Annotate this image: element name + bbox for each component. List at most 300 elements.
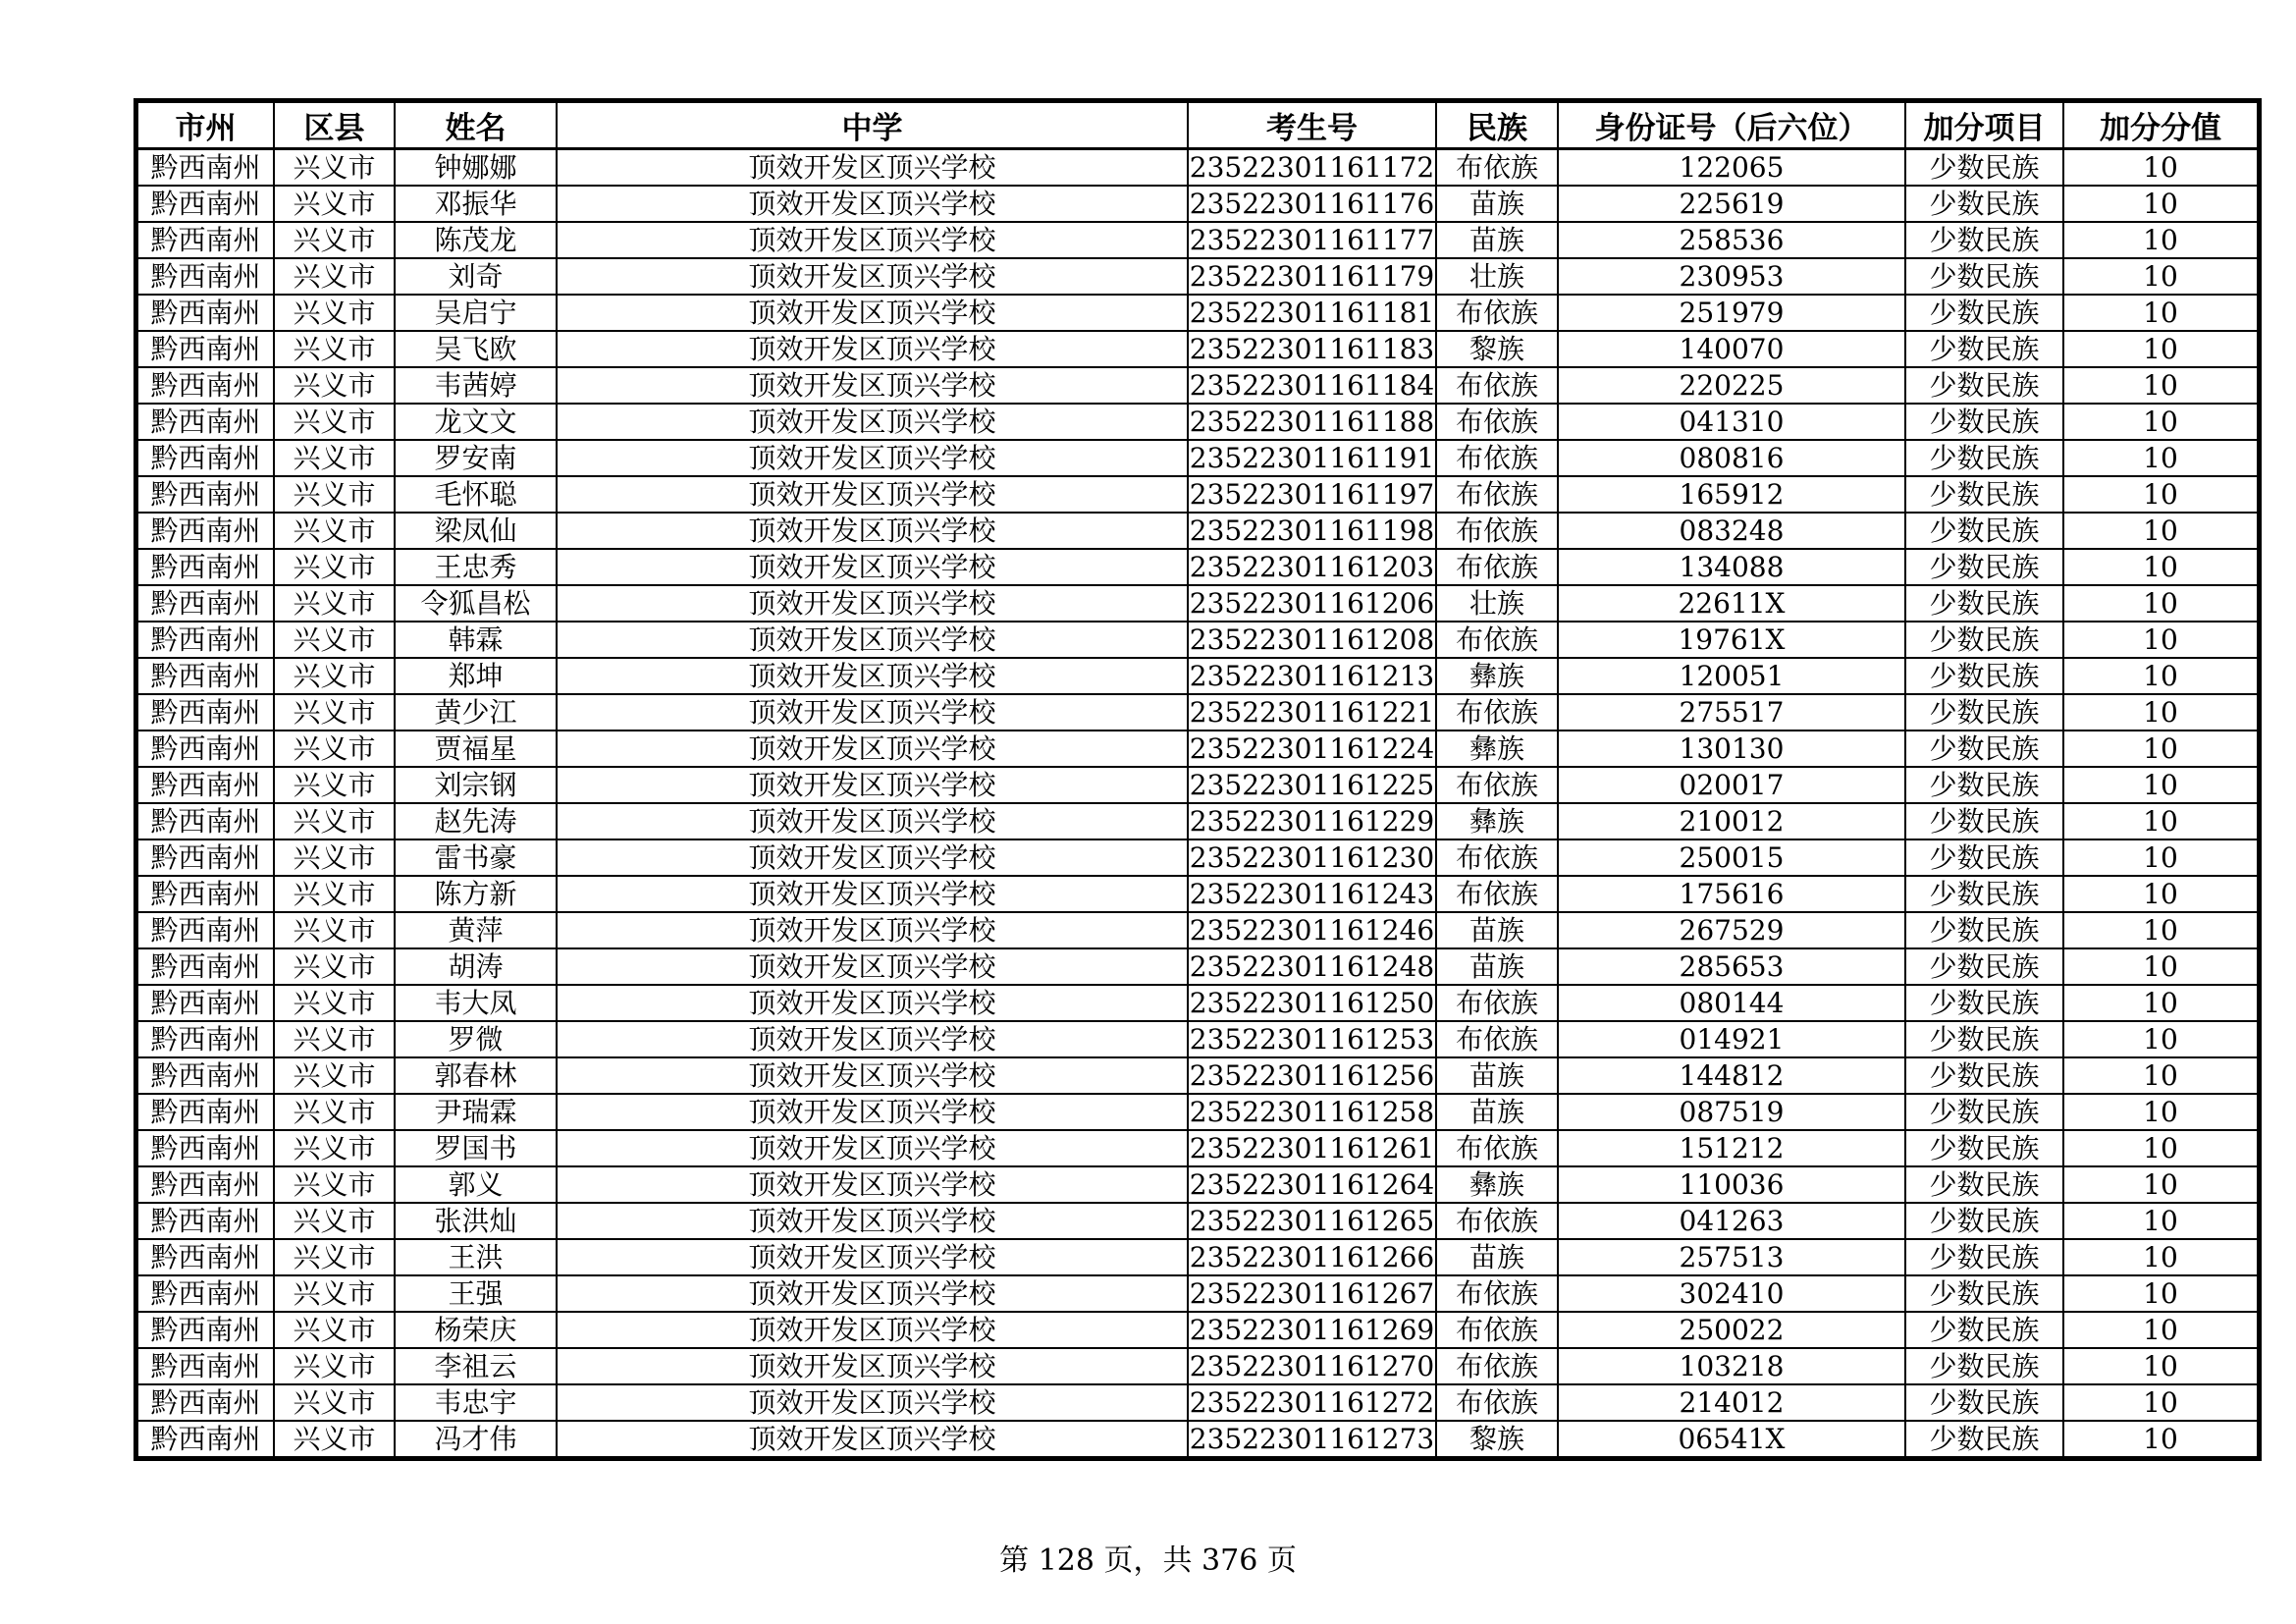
bonus-score-cell: 10 bbox=[2063, 1203, 2258, 1239]
school-cell: 顶效开发区顶兴学校 bbox=[557, 912, 1188, 948]
city-cell: 黔西南州 bbox=[137, 767, 274, 803]
city-cell: 黔西南州 bbox=[137, 440, 274, 476]
id-suffix-cell: 080144 bbox=[1558, 985, 1905, 1021]
city-cell: 黔西南州 bbox=[137, 1312, 274, 1348]
name-cell: 罗安南 bbox=[395, 440, 557, 476]
bonus-score-cell: 10 bbox=[2063, 295, 2258, 331]
county-cell: 兴义市 bbox=[274, 367, 395, 404]
ethnicity-cell: 苗族 bbox=[1436, 1094, 1558, 1130]
bonus-score-cell: 10 bbox=[2063, 839, 2258, 876]
ethnicity-cell: 苗族 bbox=[1436, 1057, 1558, 1094]
county-cell: 兴义市 bbox=[274, 1239, 395, 1275]
county-cell: 兴义市 bbox=[274, 694, 395, 731]
ethnicity-cell: 苗族 bbox=[1436, 1239, 1558, 1275]
bonus-item-cell: 少数民族 bbox=[1905, 803, 2063, 839]
column-header-name: 姓名 bbox=[395, 102, 557, 149]
ethnicity-cell: 布依族 bbox=[1436, 1203, 1558, 1239]
city-cell: 黔西南州 bbox=[137, 1348, 274, 1384]
bonus-item-cell: 少数民族 bbox=[1905, 658, 2063, 694]
column-header-bonus-item: 加分项目 bbox=[1905, 102, 2063, 149]
id-suffix-cell: 140070 bbox=[1558, 331, 1905, 367]
name-cell: 胡涛 bbox=[395, 948, 557, 985]
bonus-score-cell: 10 bbox=[2063, 549, 2258, 585]
ethnicity-cell: 布依族 bbox=[1436, 767, 1558, 803]
county-cell: 兴义市 bbox=[274, 1384, 395, 1421]
ethnicity-cell: 布依族 bbox=[1436, 1312, 1558, 1348]
id-suffix-cell: 103218 bbox=[1558, 1348, 1905, 1384]
name-cell: 韦大凤 bbox=[395, 985, 557, 1021]
bonus-item-cell: 少数民族 bbox=[1905, 876, 2063, 912]
school-cell: 顶效开发区顶兴学校 bbox=[557, 513, 1188, 549]
name-cell: 刘宗钢 bbox=[395, 767, 557, 803]
id-suffix-cell: 020017 bbox=[1558, 767, 1905, 803]
city-cell: 黔西南州 bbox=[137, 367, 274, 404]
id-suffix-cell: 275517 bbox=[1558, 694, 1905, 731]
table-row bbox=[137, 440, 2258, 476]
school-cell: 顶效开发区顶兴学校 bbox=[557, 1239, 1188, 1275]
county-cell: 兴义市 bbox=[274, 803, 395, 839]
table-row bbox=[137, 1166, 2258, 1203]
id-suffix-cell: 19761X bbox=[1558, 622, 1905, 658]
county-cell: 兴义市 bbox=[274, 839, 395, 876]
name-cell: 王忠秀 bbox=[395, 549, 557, 585]
county-cell: 兴义市 bbox=[274, 985, 395, 1021]
bonus-item-cell: 少数民族 bbox=[1905, 912, 2063, 948]
name-cell: 赵先涛 bbox=[395, 803, 557, 839]
bonus-score-cell: 10 bbox=[2063, 912, 2258, 948]
exam-number-cell: 23522301161229 bbox=[1189, 805, 1435, 838]
page-number: 第 128 页，共 376 页 bbox=[999, 1543, 1297, 1578]
name-cell: 毛怀聪 bbox=[395, 476, 557, 513]
city-cell: 黔西南州 bbox=[137, 331, 274, 367]
school-cell: 顶效开发区顶兴学校 bbox=[557, 404, 1188, 440]
bonus-item-cell: 少数民族 bbox=[1905, 1312, 2063, 1348]
bonus-score-cell: 10 bbox=[2063, 367, 2258, 404]
exam-number-cell: 23522301161213 bbox=[1189, 660, 1435, 692]
city-cell: 黔西南州 bbox=[137, 476, 274, 513]
city-cell: 黔西南州 bbox=[137, 1166, 274, 1203]
city-cell: 黔西南州 bbox=[137, 186, 274, 222]
ethnicity-cell: 黎族 bbox=[1436, 1421, 1558, 1457]
column-header-id-suffix: 身份证号（后六位） bbox=[1558, 102, 1905, 149]
id-suffix-cell: 014921 bbox=[1558, 1021, 1905, 1057]
school-cell: 顶效开发区顶兴学校 bbox=[557, 731, 1188, 767]
city-cell: 黔西南州 bbox=[137, 258, 274, 295]
exam-number-cell: 23522301161256 bbox=[1189, 1059, 1435, 1092]
table-row bbox=[137, 622, 2258, 658]
name-cell: 杨荣庆 bbox=[395, 1312, 557, 1348]
city-cell: 黔西南州 bbox=[137, 948, 274, 985]
bonus-score-cell: 10 bbox=[2063, 1348, 2258, 1384]
table-row bbox=[137, 404, 2258, 440]
name-cell: 黄萍 bbox=[395, 912, 557, 948]
bonus-score-cell: 10 bbox=[2063, 876, 2258, 912]
city-cell: 黔西南州 bbox=[137, 149, 274, 187]
name-cell: 梁凤仙 bbox=[395, 513, 557, 549]
county-cell: 兴义市 bbox=[274, 585, 395, 622]
bonus-item-cell: 少数民族 bbox=[1905, 694, 2063, 731]
city-cell: 黔西南州 bbox=[137, 1094, 274, 1130]
bonus-item-cell: 少数民族 bbox=[1905, 1384, 2063, 1421]
id-suffix-cell: 214012 bbox=[1558, 1384, 1905, 1421]
ethnicity-cell: 布依族 bbox=[1436, 149, 1558, 187]
city-cell: 黔西南州 bbox=[137, 1203, 274, 1239]
name-cell: 吴飞欧 bbox=[395, 331, 557, 367]
name-cell: 陈方新 bbox=[395, 876, 557, 912]
bonus-item-cell: 少数民族 bbox=[1905, 258, 2063, 295]
bonus-score-cell: 10 bbox=[2063, 1312, 2258, 1348]
ethnicity-cell: 布依族 bbox=[1436, 1021, 1558, 1057]
ethnicity-cell: 布依族 bbox=[1436, 367, 1558, 404]
school-cell: 顶效开发区顶兴学校 bbox=[557, 694, 1188, 731]
name-cell: 刘奇 bbox=[395, 258, 557, 295]
county-cell: 兴义市 bbox=[274, 1275, 395, 1312]
table-row bbox=[137, 658, 2258, 694]
city-cell: 黔西南州 bbox=[137, 1239, 274, 1275]
county-cell: 兴义市 bbox=[274, 1057, 395, 1094]
county-cell: 兴义市 bbox=[274, 622, 395, 658]
id-suffix-cell: 285653 bbox=[1558, 948, 1905, 985]
exam-number-cell: 23522301161253 bbox=[1189, 1023, 1435, 1056]
bonus-item-cell: 少数民族 bbox=[1905, 1203, 2063, 1239]
bonus-item-cell: 少数民族 bbox=[1905, 731, 2063, 767]
id-suffix-cell: 225619 bbox=[1558, 186, 1905, 222]
table-row bbox=[137, 839, 2258, 876]
table-row bbox=[137, 1421, 2258, 1457]
id-suffix-cell: 080816 bbox=[1558, 440, 1905, 476]
name-cell: 罗微 bbox=[395, 1021, 557, 1057]
ethnicity-cell: 布依族 bbox=[1436, 876, 1558, 912]
bonus-item-cell: 少数民族 bbox=[1905, 1057, 2063, 1094]
school-cell: 顶效开发区顶兴学校 bbox=[557, 585, 1188, 622]
exam-number-cell: 23522301161208 bbox=[1189, 623, 1435, 656]
name-cell: 李祖云 bbox=[395, 1348, 557, 1384]
exam-number-cell: 23522301161250 bbox=[1189, 987, 1435, 1019]
table-row bbox=[137, 476, 2258, 513]
bonus-score-cell: 10 bbox=[2063, 404, 2258, 440]
school-cell: 顶效开发区顶兴学校 bbox=[557, 476, 1188, 513]
school-cell: 顶效开发区顶兴学校 bbox=[557, 258, 1188, 295]
column-header-county: 区县 bbox=[274, 102, 395, 149]
exam-number-cell: 23522301161188 bbox=[1189, 406, 1435, 438]
ethnicity-cell: 苗族 bbox=[1436, 186, 1558, 222]
exam-number-cell: 23522301161197 bbox=[1189, 478, 1435, 511]
bonus-score-cell: 10 bbox=[2063, 1275, 2258, 1312]
exam-number-cell: 23522301161184 bbox=[1189, 369, 1435, 402]
city-cell: 黔西南州 bbox=[137, 1021, 274, 1057]
city-cell: 黔西南州 bbox=[137, 404, 274, 440]
county-cell: 兴义市 bbox=[274, 948, 395, 985]
bonus-item-cell: 少数民族 bbox=[1905, 186, 2063, 222]
city-cell: 黔西南州 bbox=[137, 1421, 274, 1457]
exam-number-cell: 23522301161248 bbox=[1189, 950, 1435, 983]
school-cell: 顶效开发区顶兴学校 bbox=[557, 948, 1188, 985]
name-cell: 罗国书 bbox=[395, 1130, 557, 1166]
school-cell: 顶效开发区顶兴学校 bbox=[557, 1312, 1188, 1348]
bonus-item-cell: 少数民族 bbox=[1905, 1094, 2063, 1130]
id-suffix-cell: 06541X bbox=[1558, 1421, 1905, 1457]
name-cell: 龙文文 bbox=[395, 404, 557, 440]
city-cell: 黔西南州 bbox=[137, 658, 274, 694]
column-header-bonus-score: 加分分值 bbox=[2063, 102, 2258, 149]
exam-number-cell: 23522301161181 bbox=[1189, 297, 1435, 329]
county-cell: 兴义市 bbox=[274, 1348, 395, 1384]
ethnicity-cell: 彝族 bbox=[1436, 803, 1558, 839]
id-suffix-cell: 220225 bbox=[1558, 367, 1905, 404]
table-row bbox=[137, 1021, 2258, 1057]
city-cell: 黔西南州 bbox=[137, 731, 274, 767]
ethnicity-cell: 彝族 bbox=[1436, 1166, 1558, 1203]
school-cell: 顶效开发区顶兴学校 bbox=[557, 331, 1188, 367]
column-header-ethnicity: 民族 bbox=[1436, 102, 1558, 149]
name-cell: 王强 bbox=[395, 1275, 557, 1312]
bonus-score-cell: 10 bbox=[2063, 694, 2258, 731]
ethnicity-cell: 布依族 bbox=[1436, 295, 1558, 331]
ethnicity-cell: 壮族 bbox=[1436, 258, 1558, 295]
exam-number-cell: 23522301161206 bbox=[1189, 587, 1435, 620]
city-cell: 黔西南州 bbox=[137, 985, 274, 1021]
name-cell: 尹瑞霖 bbox=[395, 1094, 557, 1130]
bonus-score-cell: 10 bbox=[2063, 767, 2258, 803]
table-row bbox=[137, 1384, 2258, 1421]
table-row bbox=[137, 549, 2258, 585]
name-cell: 韦茜婷 bbox=[395, 367, 557, 404]
table-row bbox=[137, 1057, 2258, 1094]
bonus-item-cell: 少数民族 bbox=[1905, 331, 2063, 367]
bonus-score-cell: 10 bbox=[2063, 1021, 2258, 1057]
header-row bbox=[137, 102, 2258, 149]
id-suffix-cell: 251979 bbox=[1558, 295, 1905, 331]
school-cell: 顶效开发区顶兴学校 bbox=[557, 839, 1188, 876]
name-cell: 令狐昌松 bbox=[395, 585, 557, 622]
column-header-exam-number: 考生号 bbox=[1188, 102, 1436, 149]
city-cell: 黔西南州 bbox=[137, 694, 274, 731]
table-header bbox=[137, 102, 2258, 149]
table-row bbox=[137, 985, 2258, 1021]
column-header-city: 市州 bbox=[137, 102, 274, 149]
ethnicity-cell: 布依族 bbox=[1436, 694, 1558, 731]
table-row bbox=[137, 149, 2258, 187]
county-cell: 兴义市 bbox=[274, 731, 395, 767]
table-row bbox=[137, 367, 2258, 404]
bonus-score-cell: 10 bbox=[2063, 585, 2258, 622]
exam-number-cell: 23522301161221 bbox=[1189, 696, 1435, 729]
city-cell: 黔西南州 bbox=[137, 839, 274, 876]
ethnicity-cell: 苗族 bbox=[1436, 912, 1558, 948]
school-cell: 顶效开发区顶兴学校 bbox=[557, 295, 1188, 331]
city-cell: 黔西南州 bbox=[137, 912, 274, 948]
bonus-item-cell: 少数民族 bbox=[1905, 367, 2063, 404]
city-cell: 黔西南州 bbox=[137, 1384, 274, 1421]
exam-number-cell: 23522301161265 bbox=[1189, 1205, 1435, 1237]
county-cell: 兴义市 bbox=[274, 1166, 395, 1203]
county-cell: 兴义市 bbox=[274, 222, 395, 258]
bonus-score-cell: 10 bbox=[2063, 658, 2258, 694]
county-cell: 兴义市 bbox=[274, 767, 395, 803]
city-cell: 黔西南州 bbox=[137, 585, 274, 622]
school-cell: 顶效开发区顶兴学校 bbox=[557, 1130, 1188, 1166]
school-cell: 顶效开发区顶兴学校 bbox=[557, 367, 1188, 404]
ethnicity-cell: 布依族 bbox=[1436, 513, 1558, 549]
school-cell: 顶效开发区顶兴学校 bbox=[557, 985, 1188, 1021]
name-cell: 陈茂龙 bbox=[395, 222, 557, 258]
school-cell: 顶效开发区顶兴学校 bbox=[557, 803, 1188, 839]
id-suffix-cell: 250022 bbox=[1558, 1312, 1905, 1348]
table-row bbox=[137, 731, 2258, 767]
bonus-score-cell: 10 bbox=[2063, 1421, 2258, 1457]
id-suffix-cell: 151212 bbox=[1558, 1130, 1905, 1166]
ethnicity-cell: 彝族 bbox=[1436, 658, 1558, 694]
id-suffix-cell: 087519 bbox=[1558, 1094, 1905, 1130]
exam-number-cell: 23522301161258 bbox=[1189, 1096, 1435, 1128]
bonus-score-cell: 10 bbox=[2063, 331, 2258, 367]
school-cell: 顶效开发区顶兴学校 bbox=[557, 876, 1188, 912]
column-header-school: 中学 bbox=[557, 102, 1188, 149]
name-cell: 郭春林 bbox=[395, 1057, 557, 1094]
city-cell: 黔西南州 bbox=[137, 1275, 274, 1312]
exam-number-cell: 23522301161203 bbox=[1189, 551, 1435, 583]
id-suffix-cell: 041310 bbox=[1558, 404, 1905, 440]
bonus-score-cell: 10 bbox=[2063, 476, 2258, 513]
bonus-item-cell: 少数民族 bbox=[1905, 948, 2063, 985]
exam-number-cell: 23522301161198 bbox=[1189, 514, 1435, 547]
school-cell: 顶效开发区顶兴学校 bbox=[557, 1021, 1188, 1057]
exam-number-cell: 23522301161270 bbox=[1189, 1350, 1435, 1382]
bonus-item-cell: 少数民族 bbox=[1905, 1239, 2063, 1275]
bonus-score-cell: 10 bbox=[2063, 1094, 2258, 1130]
table-row bbox=[137, 1312, 2258, 1348]
id-suffix-cell: 257513 bbox=[1558, 1239, 1905, 1275]
bonus-item-cell: 少数民族 bbox=[1905, 585, 2063, 622]
bonus-item-cell: 少数民族 bbox=[1905, 149, 2063, 187]
ethnicity-cell: 布依族 bbox=[1436, 1275, 1558, 1312]
id-suffix-cell: 130130 bbox=[1558, 731, 1905, 767]
bonus-score-cell: 10 bbox=[2063, 222, 2258, 258]
id-suffix-cell: 258536 bbox=[1558, 222, 1905, 258]
exam-number-cell: 23522301161269 bbox=[1189, 1314, 1435, 1346]
exam-number-cell: 23522301161243 bbox=[1189, 878, 1435, 910]
bonus-score-cell: 10 bbox=[2063, 803, 2258, 839]
exam-number-cell: 23522301161172 bbox=[1188, 149, 1436, 187]
exam-number-cell: 23522301161176 bbox=[1189, 188, 1435, 220]
name-cell: 郑坤 bbox=[395, 658, 557, 694]
bonus-item-cell: 少数民族 bbox=[1905, 222, 2063, 258]
table-row bbox=[137, 1348, 2258, 1384]
county-cell: 兴义市 bbox=[274, 404, 395, 440]
name-cell: 吴启宁 bbox=[395, 295, 557, 331]
ethnicity-cell: 黎族 bbox=[1436, 331, 1558, 367]
exam-number-cell: 23522301161177 bbox=[1189, 224, 1435, 256]
exam-number-cell: 23522301161230 bbox=[1189, 841, 1435, 874]
id-suffix-cell: 134088 bbox=[1558, 549, 1905, 585]
bonus-score-cell: 10 bbox=[2063, 513, 2258, 549]
ethnicity-cell: 布依族 bbox=[1436, 549, 1558, 585]
ethnicity-cell: 彝族 bbox=[1436, 731, 1558, 767]
bonus-score-cell: 10 bbox=[2063, 1130, 2258, 1166]
city-cell: 黔西南州 bbox=[137, 549, 274, 585]
bonus-item-cell: 少数民族 bbox=[1905, 839, 2063, 876]
bonus-score-cell: 10 bbox=[2063, 440, 2258, 476]
exam-number-cell: 23522301161273 bbox=[1189, 1423, 1435, 1455]
id-suffix-cell: 230953 bbox=[1558, 258, 1905, 295]
school-cell: 顶效开发区顶兴学校 bbox=[557, 622, 1188, 658]
bonus-item-cell: 少数民族 bbox=[1905, 622, 2063, 658]
school-cell: 顶效开发区顶兴学校 bbox=[557, 1057, 1188, 1094]
county-cell: 兴义市 bbox=[274, 1203, 395, 1239]
bonus-score-cell: 10 bbox=[2063, 149, 2258, 187]
table-row bbox=[137, 258, 2258, 295]
id-suffix-cell: 302410 bbox=[1558, 1275, 1905, 1312]
bonus-score-cell: 10 bbox=[2063, 985, 2258, 1021]
bonus-item-cell: 少数民族 bbox=[1905, 1348, 2063, 1384]
bonus-item-cell: 少数民族 bbox=[1905, 1130, 2063, 1166]
exam-number-cell: 23522301161191 bbox=[1189, 442, 1435, 474]
school-cell: 顶效开发区顶兴学校 bbox=[557, 1166, 1188, 1203]
name-cell: 钟娜娜 bbox=[395, 149, 557, 187]
ethnicity-cell: 苗族 bbox=[1436, 948, 1558, 985]
city-cell: 黔西南州 bbox=[137, 876, 274, 912]
bonus-item-cell: 少数民族 bbox=[1905, 549, 2063, 585]
city-cell: 黔西南州 bbox=[137, 513, 274, 549]
ethnicity-cell: 布依族 bbox=[1436, 404, 1558, 440]
id-suffix-cell: 122065 bbox=[1558, 149, 1905, 187]
county-cell: 兴义市 bbox=[274, 476, 395, 513]
id-suffix-cell: 175616 bbox=[1558, 876, 1905, 912]
table-row bbox=[137, 912, 2258, 948]
id-suffix-cell: 083248 bbox=[1558, 513, 1905, 549]
table-row bbox=[137, 1239, 2258, 1275]
ethnicity-cell: 布依族 bbox=[1436, 622, 1558, 658]
name-cell: 王洪 bbox=[395, 1239, 557, 1275]
ethnicity-cell: 布依族 bbox=[1436, 985, 1558, 1021]
bonus-item-cell: 少数民族 bbox=[1905, 1021, 2063, 1057]
exam-number-cell: 23522301161246 bbox=[1189, 914, 1435, 947]
id-suffix-cell: 22611X bbox=[1558, 585, 1905, 622]
name-cell: 韦忠宇 bbox=[395, 1384, 557, 1421]
school-cell: 顶效开发区顶兴学校 bbox=[557, 1094, 1188, 1130]
id-suffix-cell: 250015 bbox=[1558, 839, 1905, 876]
id-suffix-cell: 267529 bbox=[1558, 912, 1905, 948]
city-cell: 黔西南州 bbox=[137, 1130, 274, 1166]
bonus-item-cell: 少数民族 bbox=[1905, 476, 2063, 513]
county-cell: 兴义市 bbox=[274, 1130, 395, 1166]
id-suffix-cell: 165912 bbox=[1558, 476, 1905, 513]
city-cell: 黔西南州 bbox=[137, 222, 274, 258]
name-cell: 雷书豪 bbox=[395, 839, 557, 876]
name-cell: 黄少江 bbox=[395, 694, 557, 731]
city-cell: 黔西南州 bbox=[137, 295, 274, 331]
ethnicity-cell: 苗族 bbox=[1436, 222, 1558, 258]
exam-number-cell: 23522301161224 bbox=[1189, 732, 1435, 765]
table-row bbox=[137, 803, 2258, 839]
school-cell: 顶效开发区顶兴学校 bbox=[557, 222, 1188, 258]
id-suffix-cell: 210012 bbox=[1558, 803, 1905, 839]
table-body bbox=[137, 149, 2258, 1458]
school-cell: 顶效开发区顶兴学校 bbox=[557, 1421, 1188, 1457]
table-row bbox=[137, 513, 2258, 549]
bonus-score-cell: 10 bbox=[2063, 1057, 2258, 1094]
county-cell: 兴义市 bbox=[274, 1094, 395, 1130]
bonus-item-cell: 少数民族 bbox=[1905, 295, 2063, 331]
bonus-score-cell: 10 bbox=[2063, 1384, 2258, 1421]
exam-number-cell: 23522301161225 bbox=[1189, 769, 1435, 801]
bonus-item-cell: 少数民族 bbox=[1905, 513, 2063, 549]
bonus-score-cell: 10 bbox=[2063, 948, 2258, 985]
name-cell: 郭义 bbox=[395, 1166, 557, 1203]
bonus-score-cell: 10 bbox=[2063, 258, 2258, 295]
county-cell: 兴义市 bbox=[274, 658, 395, 694]
school-cell: 顶效开发区顶兴学校 bbox=[557, 658, 1188, 694]
